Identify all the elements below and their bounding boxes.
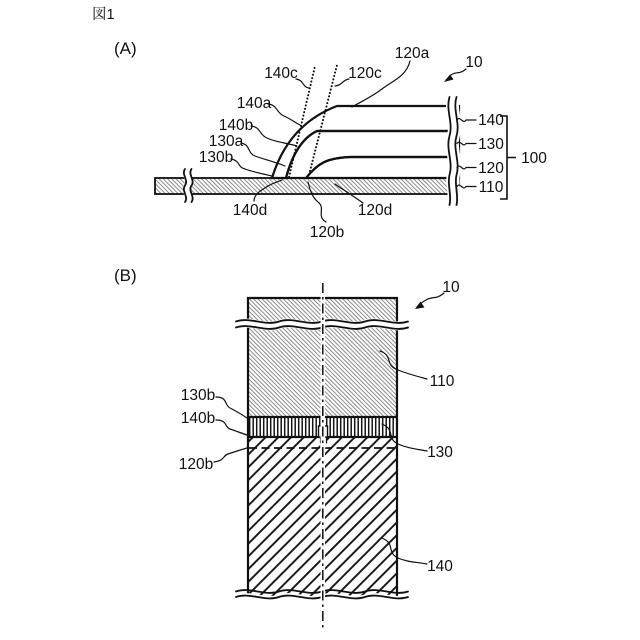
label-120c: 120c xyxy=(348,65,382,82)
leader-120c xyxy=(335,79,349,86)
label-10-a: 10 xyxy=(465,54,483,71)
leader-140c xyxy=(296,79,309,88)
label-140c: 140c xyxy=(264,65,298,82)
arrowhead xyxy=(415,302,425,310)
label-120a: 120a xyxy=(394,45,430,62)
arrow-10 xyxy=(444,69,466,82)
right-edge-break-mark xyxy=(448,96,457,205)
figure-title: 図1 xyxy=(92,7,115,23)
leader-140b xyxy=(251,126,297,146)
label-120b-a: 120b xyxy=(309,224,345,241)
label-130a: 130a xyxy=(208,133,244,150)
panel-a-label: (A) xyxy=(114,39,137,58)
label-layer-110: 110 xyxy=(478,179,504,196)
label-140b-b: 140b xyxy=(180,410,216,427)
label-120d: 120d xyxy=(357,202,393,219)
label-140-b: 140 xyxy=(427,558,453,575)
panel-a xyxy=(114,39,547,241)
label-130-b: 130 xyxy=(427,444,453,461)
leader-120b-b xyxy=(214,448,247,462)
leader-140a xyxy=(268,104,300,125)
label-140d: 140d xyxy=(232,202,268,219)
substrate-110-bar xyxy=(155,178,459,194)
substrate-break-mark xyxy=(184,169,193,202)
arrowhead xyxy=(444,75,454,83)
label-10-b: 10 xyxy=(442,279,460,296)
panel-b-label: (B) xyxy=(114,266,137,285)
label-110-b: 110 xyxy=(429,373,455,390)
leader-130b-b xyxy=(216,397,247,418)
label-140a: 140a xyxy=(236,95,272,112)
layer-130-shape xyxy=(286,131,459,178)
label-layer-140: 140 xyxy=(478,112,504,129)
label-130b: 130b xyxy=(198,149,234,166)
label-130b-b: 130b xyxy=(180,387,216,404)
label-layer-130: 130 xyxy=(478,136,504,153)
label-100: 100 xyxy=(521,150,547,167)
leader-140b-b xyxy=(216,420,247,435)
label-120b-b: 120b xyxy=(178,456,214,473)
label-140b: 140b xyxy=(218,117,254,134)
label-layer-120: 120 xyxy=(478,160,504,177)
panel-b xyxy=(114,266,460,628)
layer-140-shape xyxy=(272,106,459,178)
leader-130b xyxy=(231,159,272,176)
arrow-10-b xyxy=(415,293,444,309)
